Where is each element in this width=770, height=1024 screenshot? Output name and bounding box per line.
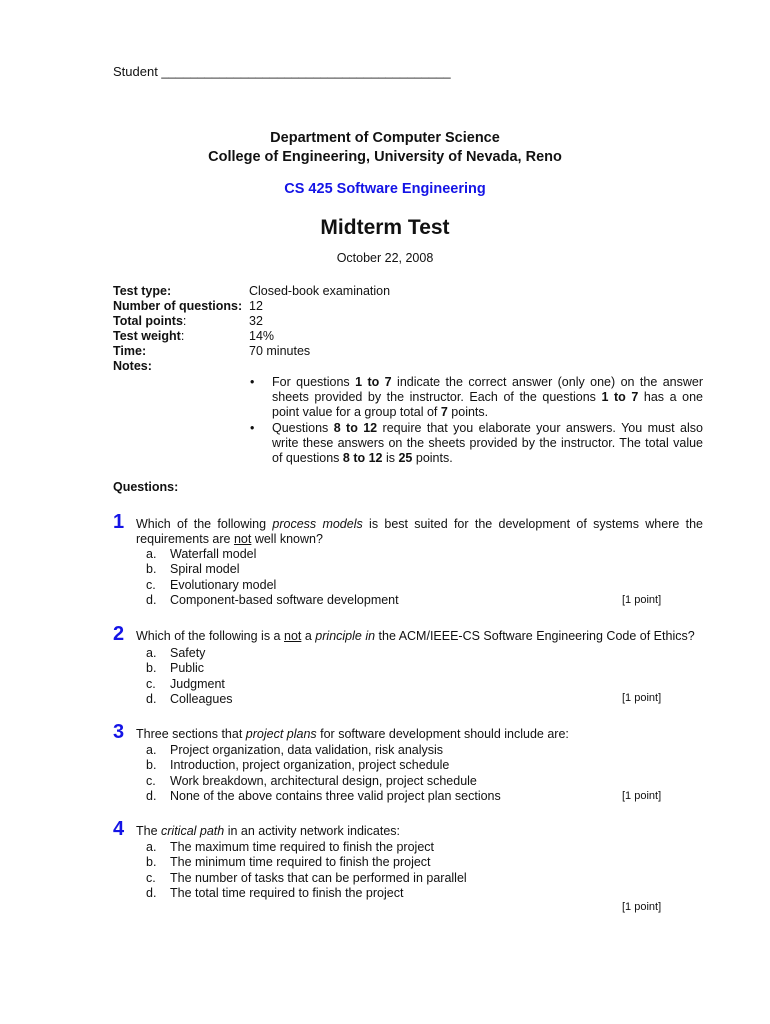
- answer-option[interactable]: c. Evolutionary model: [146, 577, 277, 592]
- points-value: [1 point]: [622, 692, 662, 704]
- num-questions-label: Number of questions:: [113, 299, 243, 313]
- answer-option[interactable]: b. Spiral model: [146, 562, 240, 577]
- answer-option[interactable]: c. Work breakdown, architectural design, project schedule: [146, 773, 477, 788]
- notes-list: [249, 375, 703, 466]
- answer-option[interactable]: a. Waterfall model: [146, 547, 257, 561]
- answer-option[interactable]: b. Introduction, project organization, project schedule: [146, 758, 450, 773]
- answer-option[interactable]: a. Safety: [146, 646, 206, 660]
- test-weight-value: 14%: [249, 329, 275, 343]
- answer-option[interactable]: b. Public: [146, 661, 205, 676]
- bullet-icon: •: [250, 420, 255, 435]
- department-heading: Department of Computer Science: [270, 130, 500, 146]
- page-title: Midterm Test: [320, 216, 450, 239]
- time-label: Time:: [113, 344, 147, 358]
- total-points-label: Total points: [113, 314, 183, 328]
- num-questions-value: 12: [249, 299, 263, 313]
- points-value: [1 point]: [622, 790, 662, 802]
- answer-option[interactable]: d. Colleagues: [146, 691, 233, 706]
- answer-options: [146, 743, 501, 804]
- student-name-line: Student ________________________________________: [113, 64, 451, 79]
- bullet-icon: •: [250, 375, 255, 389]
- question-text: Three sections that project plans for software development should include are:: [136, 727, 569, 741]
- answer-options: [146, 646, 233, 707]
- answer-option[interactable]: a. The maximum time required to finish the project: [146, 840, 434, 854]
- total-points-value: 32: [249, 314, 263, 328]
- answer-option[interactable]: c. Judgment: [146, 676, 225, 691]
- answer-option[interactable]: b. The minimum time required to finish the project: [146, 855, 431, 870]
- time-value: 70 minutes: [249, 344, 311, 358]
- question-text: Which of the following process models is best suited for the development of systems where the requirements are not well known?: [136, 517, 703, 547]
- question-number: 2: [113, 623, 125, 645]
- test-date: October 22, 2008: [336, 251, 434, 265]
- question-number: 3: [113, 721, 125, 743]
- note-item: • Questions 8 to 12 require that you elaborate your answers. You must also write these answers on the sheets provided by the instructor. The total value of questions 8 to 12 is 25 points.: [250, 420, 703, 466]
- test-weight-label: Test weight: [113, 329, 181, 343]
- answer-option[interactable]: d. Component-based software development: [146, 592, 399, 607]
- test-weight-label-wrap: Test weight:: [113, 329, 185, 343]
- question-number: 1: [113, 511, 125, 533]
- question-number: 4: [113, 818, 125, 840]
- test-type-value: Closed-book examination: [249, 284, 391, 298]
- questions-heading: Questions:: [113, 480, 179, 494]
- question-text: Which of the following is a not a principle in the ACM/IEEE-CS Software Engineering Code of Ethics?: [136, 629, 695, 643]
- question-text: The critical path in an activity network indicates:: [136, 824, 401, 838]
- answer-option[interactable]: d. The total time required to finish the project: [146, 885, 404, 900]
- answer-option[interactable]: c. The number of tasks that can be performed in parallel: [146, 870, 467, 885]
- note-item: • For questions 1 to 7 indicate the correct answer (only one) on the answer sheets provided by the instructor. Each of the questions 1 to 7 has a one point value for a group total of 7 points.: [250, 375, 703, 420]
- points-value: [1 point]: [622, 594, 662, 606]
- answer-options: [146, 547, 399, 608]
- answer-options: [146, 840, 467, 901]
- total-points-label-wrap: Total points:: [113, 314, 187, 328]
- course-title: CS 425 Software Engineering: [284, 181, 486, 197]
- college-heading: College of Engineering, University of Nevada, Reno: [208, 149, 562, 165]
- test-type-label: Test type:: [113, 284, 172, 298]
- answer-option[interactable]: d. None of the above contains three valid project plan sections: [146, 788, 501, 803]
- notes-label: Notes:: [113, 359, 152, 373]
- points-value: [1 point]: [622, 901, 662, 913]
- answer-option[interactable]: a. Project organization, data validation, risk analysis: [146, 743, 444, 757]
